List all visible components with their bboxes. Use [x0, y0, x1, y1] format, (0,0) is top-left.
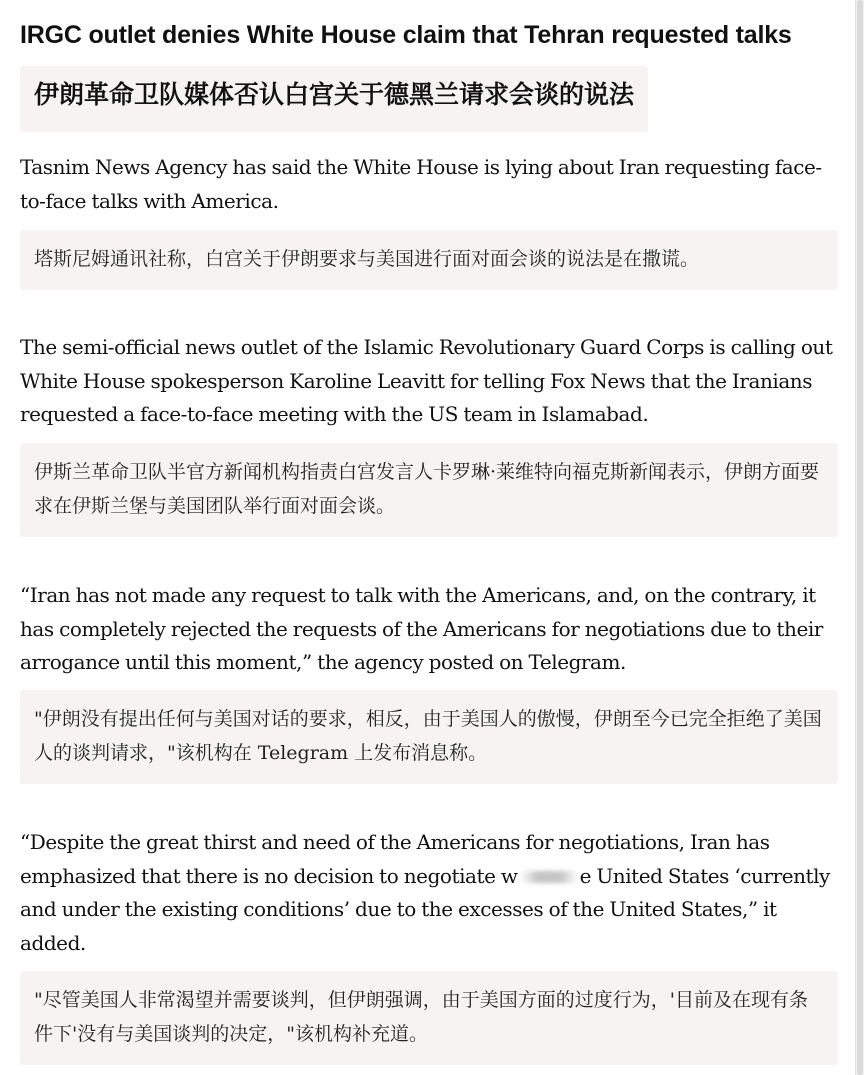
paragraph-1: Tasnim News Agency has said the White House is lying about Iran requesting face-to-face talks with America. [20, 155, 822, 213]
scrollbar-thumb[interactable] [857, 0, 863, 1075]
paragraph-2: The semi-official news outlet of the Islamic Revolutionary Guard Corps is calling out White House spokesperson Karoline Leavitt for telling Fox News that the Iranians requested a face-to-face meeting with the US team in Islamabad. [20, 335, 833, 426]
article-headline: IRGC outlet denies White House claim that Tehran requested talks [20, 21, 792, 49]
paragraph-3: “Iran has not made any request to talk with the Americans, and, on the contrary, it has completely rejected the requests of the Americans for negotiations due to their arrogance until this moment,” the agency posted on Telegram. [20, 583, 823, 674]
blurred-text [520, 871, 578, 883]
paragraph-3-translation: "伊朗没有提出任何与美国对话的要求，相反，由于美国人的傲慢，伊朗至今已完全拒绝了美国人的谈判请求，"该机构在 Telegram 上发布消息称。 [20, 690, 838, 784]
paragraph-4-translation: "尽管美国人非常渴望并需要谈判，但伊朗强调，由于美国方面的过度行为，'目前及在现有条件下'没有与美国谈判的决定，"该机构补充道。 [20, 971, 838, 1065]
paragraph-4-text-after: e United States ‘currently and under the existing conditions’ due to the excesses of the United States,” it added. [20, 863, 830, 955]
paragraph-4 [20, 826, 840, 960]
paragraph-4-text-before: “Despite the great thirst and need of the Americans for negotiations, Iran has emphasized that there is no decision to negotiate w [20, 830, 770, 888]
article-headline-translation: 伊朗革命卫队媒体否认白宫关于德黑兰请求会谈的说法 [20, 66, 648, 132]
vertical-scrollbar[interactable] [855, 0, 864, 1075]
paragraph-1-translation: 塔斯尼姆通讯社称，白宫关于伊朗要求与美国进行面对面会谈的说法是在撒谎。 [20, 230, 838, 290]
paragraph-2-translation: 伊斯兰革命卫队半官方新闻机构指责白宫发言人卡罗琳·莱维特向福克斯新闻表示，伊朗方面要求在伊斯兰堡与美国团队举行面对面会谈。 [20, 443, 838, 537]
